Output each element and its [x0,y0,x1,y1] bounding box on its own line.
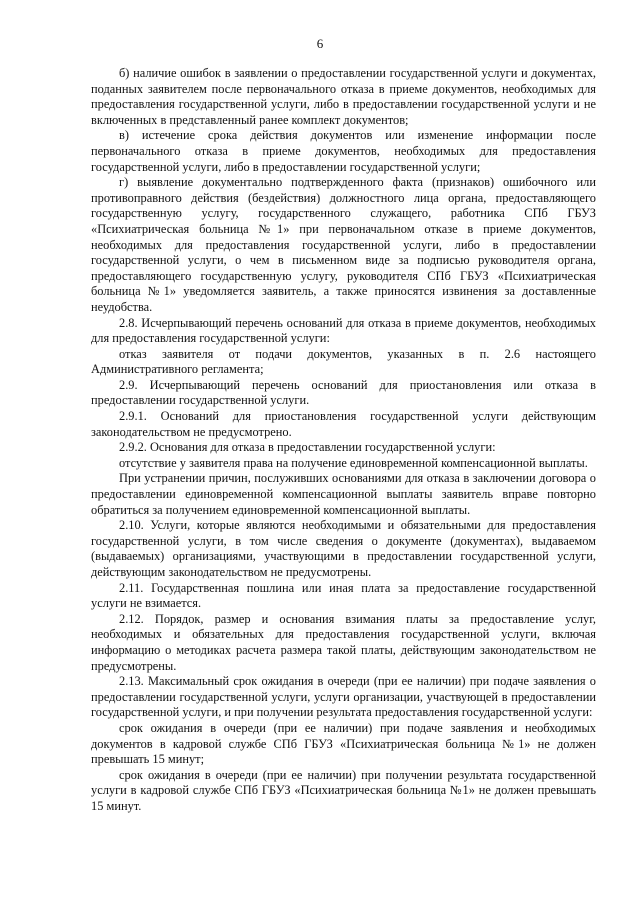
paragraph-refusal-to-submit: отказ заявителя от подачи документов, указанных в п. 2.6 настоящего Административного регламента; [91,346,596,377]
paragraph-reapply: При устранении причин, послуживших основаниями для отказа в заключении договора о предоставлении единовременной компенсационной выплаты заявитель вправе повторно обратиться за получением единовременной компенсационной выплаты. [91,471,596,517]
paragraph-section-2-11: 2.11. Государственная пошлина или иная плата за предоставление государственной услуги не взимается. [91,580,596,611]
paragraph-queue-result: срок ожидания в очереди (при ее наличии) при получении результата государственной услуги в кадровой службе СПб ГБУЗ «Психиатрическая больница №1» не должен превышать 15 минут. [91,767,596,813]
paragraph-document-expiry: в) истечение срока действия документов или изменение информации после первоначального отказа в приеме документов, необходимых для предоставления государственной услуги, либо в предоставлении государственной услуги; [91,128,596,174]
document-body [91,66,596,815]
paragraph-section-2-8: 2.8. Исчерпывающий перечень оснований для отказа в приеме документов, необходимых для предоставления государственной услуги: [91,315,596,346]
paragraph-section-2-13: 2.13. Максимальный срок ожидания в очереди (при ее наличии) при подаче заявления о предоставлении государственной услуги, услуги организации, участвующей в предоставлении государственной услуги, и при получении результата предоставления государственной услуги: [91,674,596,720]
paragraph-official-error: г) выявление документально подтвержденного факта (признаков) ошибочного или противоправного действия (бездействия) должностного лица органа, предоставляющего государственную услугу, государственного служащего, работника СПб ГБУЗ «Психиатрическая больница №1» при первоначальном отказе в приеме документов, необходимых для предоставления государственной услуги, либо в предоставлении государственной услуги, о чем в письменном виде за подписью руководителя органа, предоставляющего государственную услугу, руководителя СПб ГБУЗ «Психиатрическая больница №1» уведомляется заявитель, а также приносятся извинения за доставленные неудобства. [91,175,596,314]
paragraph-section-2-9-1: 2.9.1. Оснований для приостановления государственной услуги действующим законодательством не предусмотрено. [91,409,596,439]
page-number: 6 [316,36,324,51]
paragraph-section-2-9-2: 2.9.2. Основания для отказа в предоставлении государственной услуги: [119,440,496,455]
paragraph-section-2-12: 2.12. Порядок, размер и основания взимания платы за предоставление услуг, необходимых и обязательных для предоставления государственной услуги, включая информацию о методиках расчета размера такой платы, действующим законодательством не предусмотрены. [91,611,596,673]
paragraph-section-2-10: 2.10. Услуги, которые являются необходимыми и обязательными для предоставления государственной услуги, в том числе сведения о документе (документах), выдаваемом (выдаваемых) организациями, участвующими в предоставлении государственной услуги, действующим законодательством не предусмотрены. [91,518,596,579]
paragraph-no-right-to-payment: отсутствие у заявителя права на получение единовременной компенсационной выплаты. [119,455,588,470]
paragraph-queue-submission: срок ожидания в очереди (при ее наличии) при подаче заявления и необходимых документов в кадровой службе СПб ГБУЗ «Психиатрическая больница №1» не должен превышать 15 минут; [91,720,596,767]
paragraph-section-2-9: 2.9. Исчерпывающий перечень оснований для приостановления или отказа в предоставлении государственной услуги. [91,377,596,408]
paragraph-error-in-application: б) наличие ошибок в заявлении о предоставлении государственной услуги и документах, поданных заявителем после первоначального отказа в приеме документов, необходимых для предоставления государственной услуги, либо в предоставлении государственной услуги и не включенных в представленный ранее комплект документов; [91,66,596,127]
